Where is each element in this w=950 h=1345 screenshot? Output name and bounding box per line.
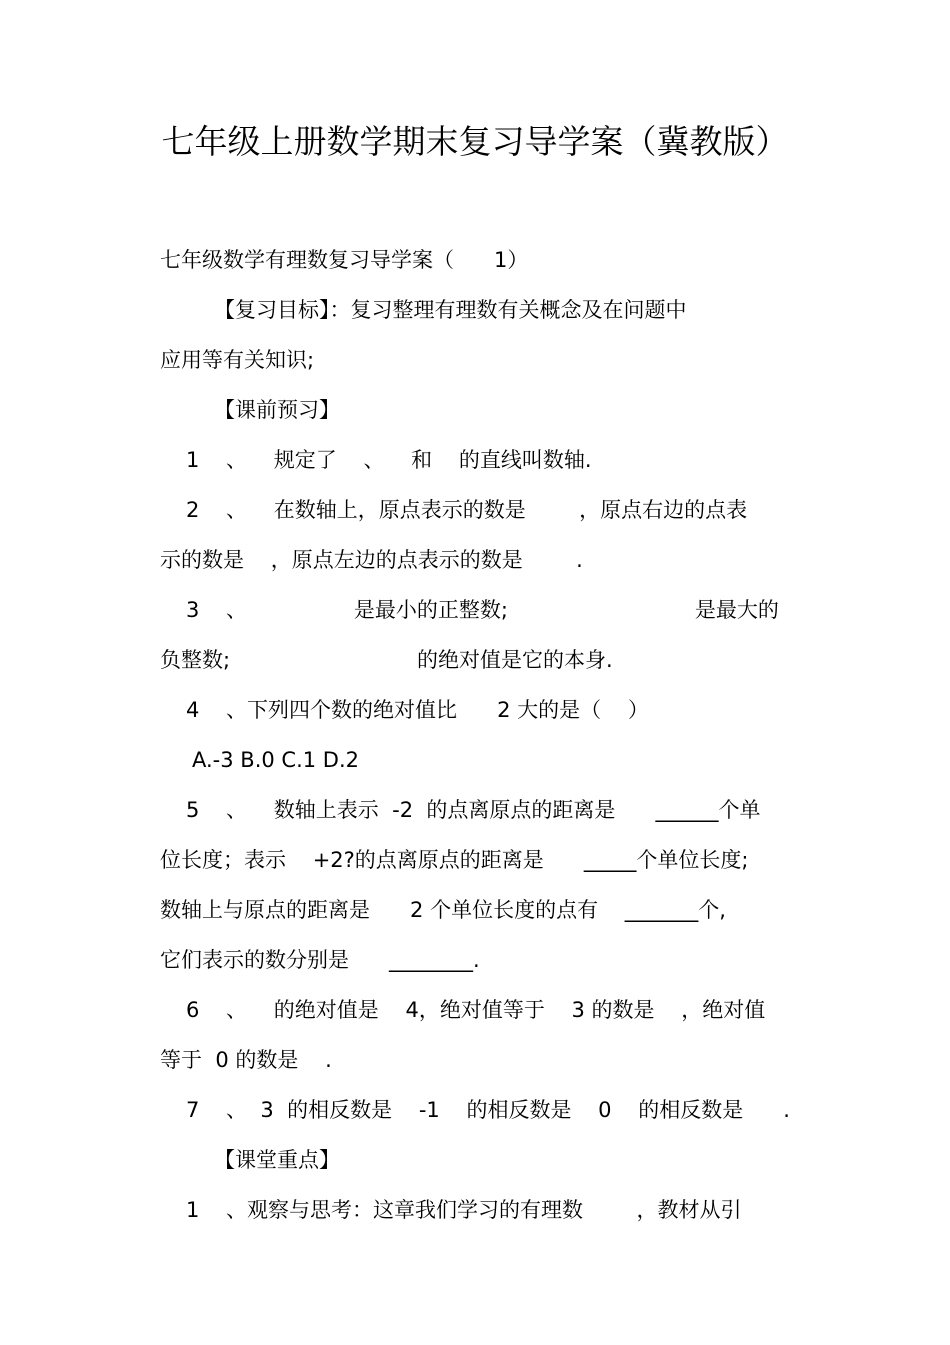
question-3-line-2: 负整数; 的绝对值是它的本身. xyxy=(160,648,613,672)
question-5-line-1: 5 、 数轴上表示 -2 的点离原点的距离是 ______个单 xyxy=(186,798,761,822)
class-focus-heading: 【课堂重点】 xyxy=(214,1148,340,1172)
question-5-line-4: 它们表示的数分别是 ________. xyxy=(160,948,480,972)
question-6-line-1: 6 、 的绝对值是 4，绝对值等于 3 的数是 ，绝对值 xyxy=(186,998,766,1022)
review-goal-line-1: 【复习目标】：复习整理有理数有关概念及在问题中 xyxy=(214,298,687,322)
focus-item-1-line-1: 1 、观察与思考：这章我们学习的有理数 ，教材从引 xyxy=(186,1198,742,1222)
question-5-line-2: 位长度；表示 +2?的点离原点的距离是 _____个单位长度; xyxy=(160,848,749,872)
question-5-line-3: 数轴上与原点的距离是 2 个单位长度的点有 _______个, xyxy=(160,898,726,922)
preview-heading: 【课前预习】 xyxy=(214,398,340,422)
document-title: 七年级上册数学期末复习导学案（冀教版） xyxy=(161,122,789,161)
question-4-line-1: 4 、下列四个数的绝对值比 2 大的是（ ） xyxy=(186,698,649,722)
question-3-line-1: 3 、 是最小的正整数; 是最大的 xyxy=(186,598,779,622)
review-goal-line-2: 应用等有关知识; xyxy=(160,348,315,372)
section-heading: 七年级数学有理数复习导学案（ 1） xyxy=(160,248,529,272)
question-2-line-1: 2 、 在数轴上，原点表示的数是 ，原点右边的点表 xyxy=(186,498,748,522)
question-2-line-2: 示的数是 ，原点左边的点表示的数是 . xyxy=(160,548,583,572)
question-7-line-1: 7 、 3 的相反数是 -1 的相反数是 0 的相反数是 . xyxy=(186,1098,790,1122)
question-6-line-2: 等于 0 的数是 . xyxy=(160,1048,332,1072)
question-1-line-1: 1 、 规定了 、 和 的直线叫数轴. xyxy=(186,448,592,472)
question-4-options: A.-3 B.0 C.1 D.2 xyxy=(192,748,359,772)
